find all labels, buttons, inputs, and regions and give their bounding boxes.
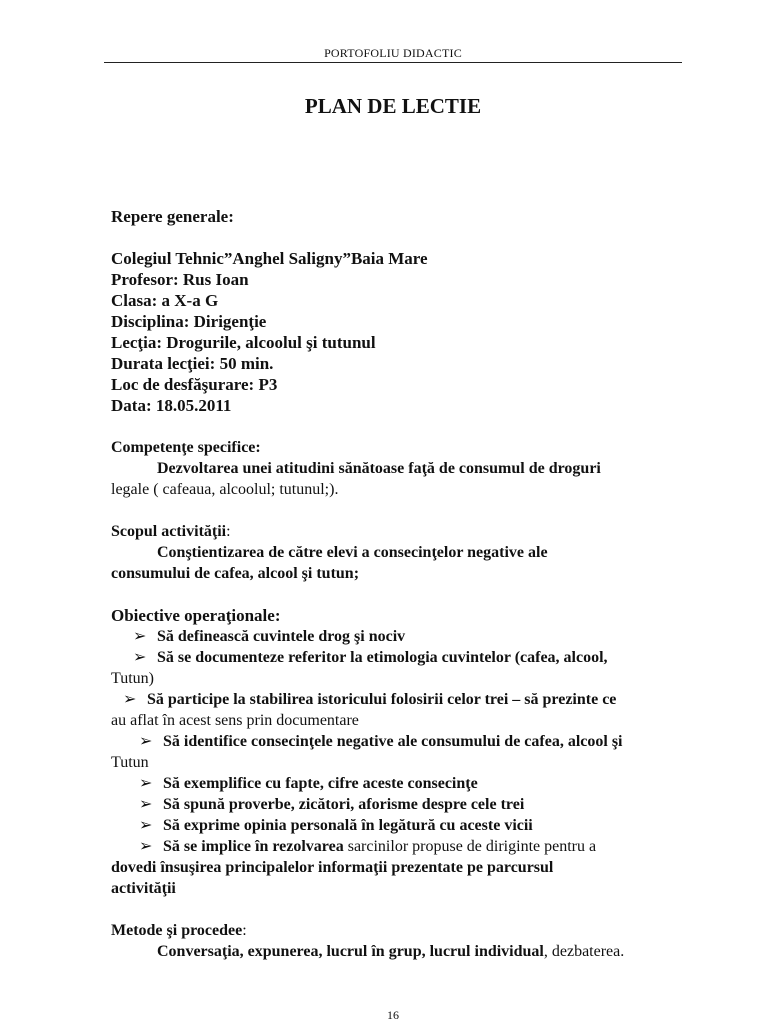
objective-text: Să spună proverbe, zicători, aforisme despre cele trei	[163, 796, 525, 813]
metode-colon: :	[242, 922, 247, 939]
competente-line-2: legale ( cafeaua, alcoolul; tutunul;).	[111, 481, 339, 498]
document-body	[111, 206, 686, 962]
objective-text: Să se documenteze referitor la etimologia cuvintelor (cafea, alcool,	[157, 649, 608, 666]
info-duration: Durata lecţiei: 50 min.	[111, 354, 274, 373]
objective-item	[111, 731, 686, 752]
objective-item	[111, 647, 686, 668]
objective-continuation	[111, 710, 686, 731]
info-teacher: Profesor: Rus Ioan	[111, 270, 249, 289]
objective-continuation-text: Tutun)	[111, 670, 154, 687]
arrow-bullet-icon: ➢	[139, 733, 153, 750]
objectives-list	[111, 626, 686, 899]
header-rule	[104, 62, 682, 63]
competente-heading: Competenţe specifice:	[111, 439, 261, 456]
metode-heading-row	[111, 920, 686, 941]
objective-item	[111, 836, 686, 857]
objective-continuation	[111, 878, 686, 899]
info-date: Data: 18.05.2011	[111, 396, 232, 415]
info-discipline: Disciplina: Dirigenţie	[111, 312, 267, 331]
objective-text: Să se implice în rezolvarea	[163, 838, 344, 855]
repere-list	[111, 248, 686, 416]
objective-text: Să participe la stabilirea istoricului folosirii celor trei – să prezinte ce	[147, 691, 617, 708]
arrow-bullet-icon: ➢	[133, 649, 147, 666]
objective-text: Să exemplifice cu fapte, cifre aceste consecinţe	[163, 775, 478, 792]
objective-text: Să identifice consecinţele negative ale consumului de cafea, alcool şi	[163, 733, 623, 750]
repere-heading: Repere generale:	[111, 207, 234, 226]
objective-item	[111, 626, 686, 647]
scop-heading: Scopul activităţii	[111, 523, 227, 540]
objective-text-normal: sarcinilor propuse de diriginte pentru a	[343, 838, 597, 855]
scop-line-2: consumului de cafea, alcool şi tutun;	[111, 565, 360, 582]
page-title: PLAN DE LECTIE	[304, 94, 482, 118]
objective-continuation-text: activităţii	[111, 880, 176, 897]
objective-continuation-text: dovedi însuşirea principalelor informaţii prezentate pe parcursul	[111, 859, 554, 876]
objective-text: Să definească cuvintele drog şi nociv	[157, 628, 406, 645]
objective-continuation	[111, 752, 686, 773]
info-class: Clasa: a X-a G	[111, 291, 219, 310]
page-number: 16	[387, 1008, 399, 1022]
objective-continuation	[111, 668, 686, 689]
arrow-bullet-icon: ➢	[139, 838, 153, 855]
competente-line-1: Dezvoltarea unei atitudini sănătoase faţă de consumul de droguri	[157, 460, 601, 477]
objective-item	[111, 773, 686, 794]
arrow-bullet-icon: ➢	[139, 775, 153, 792]
metode-line	[111, 941, 686, 962]
metode-normal-text: , dezbaterea.	[543, 943, 625, 960]
objective-text: Să exprime opinia personală în legătură cu aceste vicii	[163, 817, 533, 834]
metode-bold-text: Conversaţia, expunerea, lucrul în grup, lucrul individual	[157, 943, 544, 960]
obiective-heading: Obiective operaţionale:	[111, 606, 281, 625]
arrow-bullet-icon: ➢	[139, 796, 153, 813]
objective-item	[111, 689, 686, 710]
info-school: Colegiul Tehnic”Anghel Saligny”Baia Mare	[111, 249, 428, 268]
metode-heading: Metode şi procedee	[111, 922, 243, 939]
scop-colon: :	[226, 523, 231, 540]
arrow-bullet-icon: ➢	[139, 817, 153, 834]
objective-continuation	[111, 857, 686, 878]
objective-continuation-text: Tutun	[111, 754, 149, 771]
objective-item	[111, 815, 686, 836]
info-location: Loc de desfăşurare: P3	[111, 375, 278, 394]
objective-item	[111, 794, 686, 815]
scop-line-1: Conştientizarea de către elevi a consecinţelor negative ale	[157, 544, 548, 561]
scop-heading-row	[111, 521, 686, 542]
arrow-bullet-icon: ➢	[133, 628, 147, 645]
running-header: PORTOFOLIU DIDACTIC	[324, 46, 462, 60]
arrow-bullet-icon: ➢	[123, 691, 137, 708]
info-lesson: Lecţia: Drogurile, alcoolul şi tutunul	[111, 333, 376, 352]
objective-continuation-text: au aflat în acest sens prin documentare	[111, 712, 359, 729]
